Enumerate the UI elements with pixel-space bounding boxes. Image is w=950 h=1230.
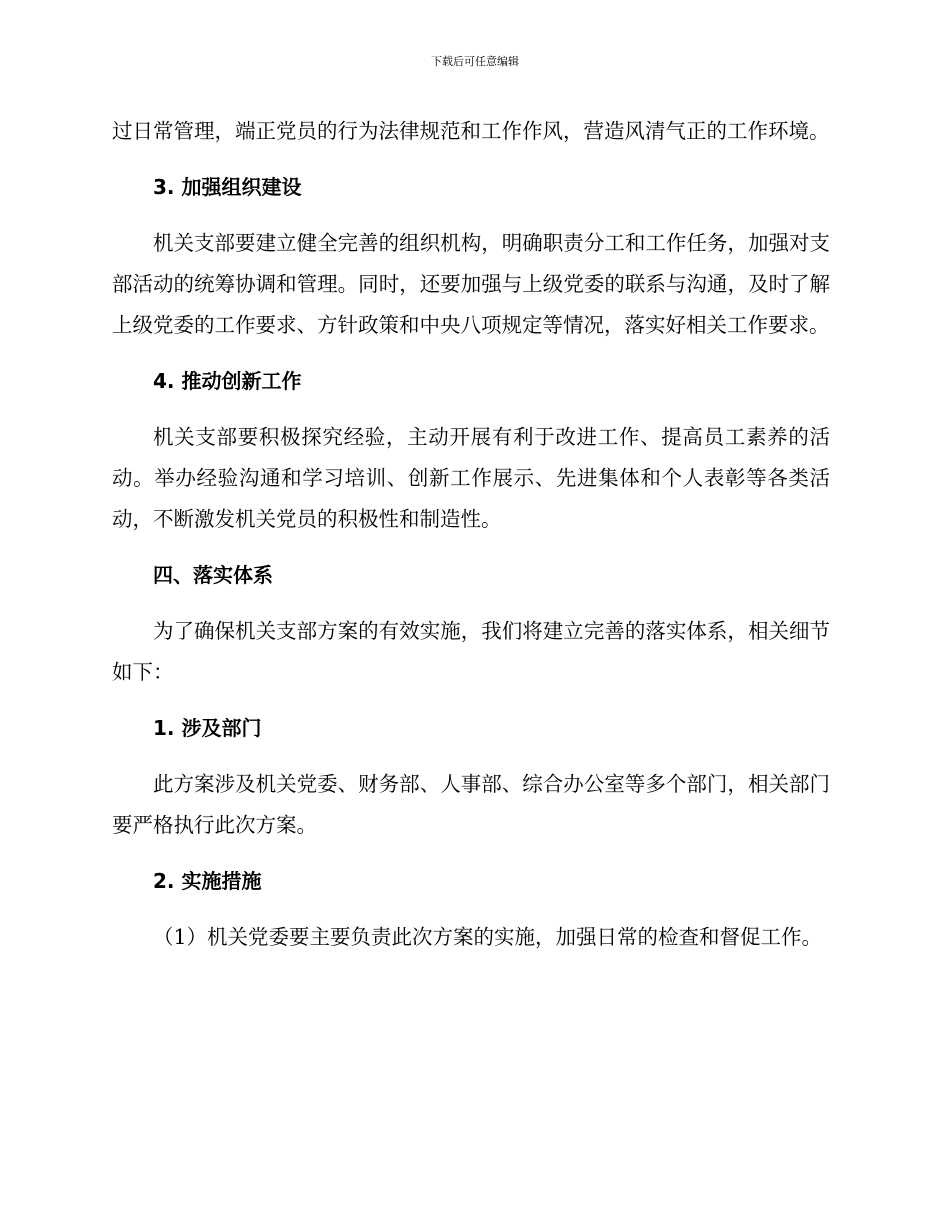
paragraph-departments: 此方案涉及机关党委、财务部、人事部、综合办公室等多个部门，相关部门要严格执行此次方案。 xyxy=(112,772,830,837)
heading-organization-building: 3. 加强组织建设 xyxy=(153,175,302,199)
heading-measures: 2. 实施措施 xyxy=(153,869,262,893)
document-body xyxy=(112,111,830,973)
heading-innovation-work: 4. 推动创新工作 xyxy=(153,369,302,393)
paragraph-daily-management: 过日常管理，端正党员的行为法律规范和工作作风，营造风清气正的工作环境。 xyxy=(112,119,830,143)
paragraph-innovation-work: 机关支部要积极探究经验，主动开展有利于改进工作、提高员工素养的活动。举办经验沟通和学习培训、创新工作展示、先进集体和个人表彰等各类活动，不断激发机关党员的积极性和制造性。 xyxy=(112,425,830,531)
page-header: 下载后可任意编辑 xyxy=(431,55,519,68)
paragraph-measures-1: （1）机关党委要主要负责此次方案的实施，加强日常的检查和督促工作。 xyxy=(153,925,823,949)
heading-departments: 1. 涉及部门 xyxy=(153,716,262,740)
paragraph-organization-building: 机关支部要建立健全完善的组织机构，明确职责分工和工作任务，加强对支部活动的统筹协调和管理。同时，还要加强与上级党委的联系与沟通，及时了解上级党委的工作要求、方针政策和中央八项规定等情况，落实好相关工作要求。 xyxy=(112,231,830,337)
paragraph-implementation-system: 为了确保机关支部方案的有效实施，我们将建立完善的落实体系，相关细节如下： xyxy=(112,619,830,684)
heading-implementation-system: 四、落实体系 xyxy=(153,563,273,587)
